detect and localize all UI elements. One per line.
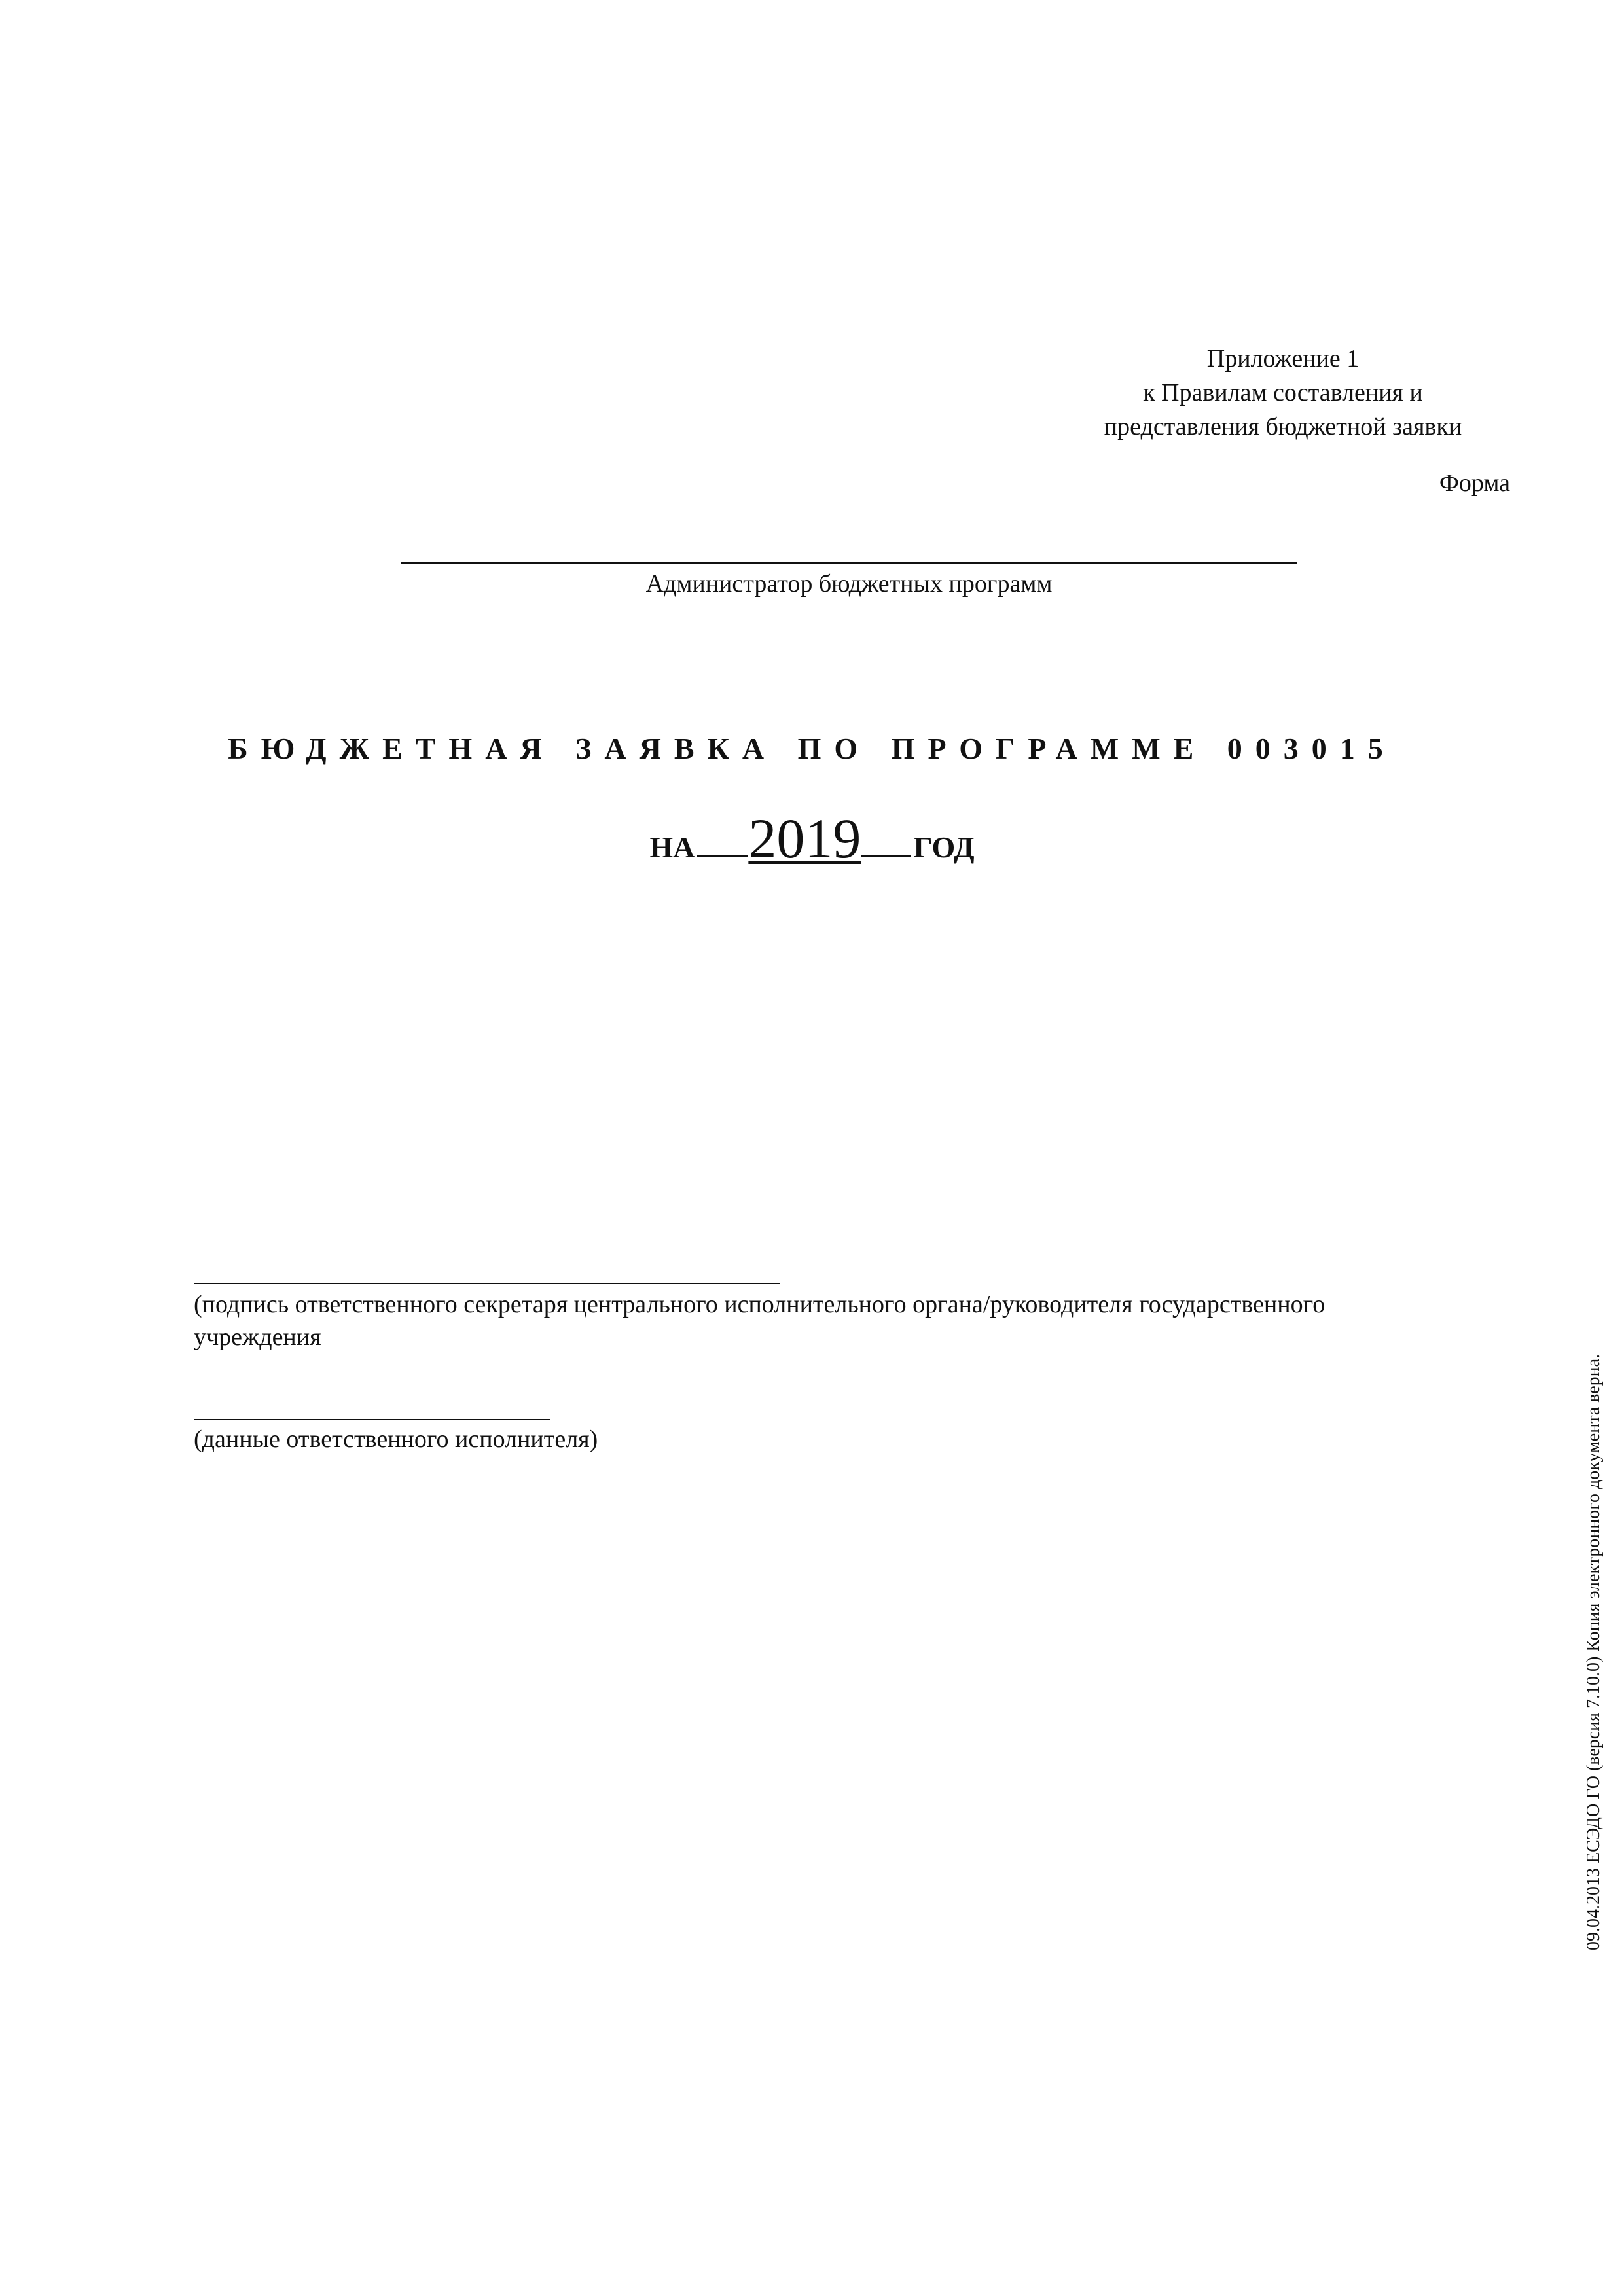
year-suffix: ГОД bbox=[913, 831, 975, 864]
year-blank-right bbox=[861, 855, 911, 857]
year-line bbox=[196, 802, 1428, 891]
admin-caption: Администратор бюджетных программ bbox=[645, 570, 1053, 598]
appendix-line-1: Приложение 1 bbox=[1206, 345, 1360, 372]
appendix-line-2: к Правилам составления и bbox=[1143, 379, 1423, 406]
executor-blank-line bbox=[194, 1419, 550, 1420]
year-prefix: НА bbox=[649, 831, 695, 864]
year-blank-left bbox=[701, 855, 748, 857]
year-value: 2019 bbox=[748, 807, 861, 870]
admin-blank-line bbox=[401, 562, 1297, 564]
signature-caption-line-1: (подпись ответственного секретаря центрального исполнительного органа/руководителя государственного bbox=[194, 1291, 1326, 1318]
appendix-block bbox=[1021, 342, 1545, 444]
signature-caption-line-2: учреждения bbox=[194, 1323, 321, 1351]
signature-caption bbox=[194, 1288, 1503, 1354]
document-title: БЮДЖЕТНАЯ ЗАЯВКА ПО ПРОГРАММЕ 003015 bbox=[228, 732, 1396, 765]
executor-caption: (данные ответственного исполнителя) bbox=[194, 1426, 598, 1453]
signature-blank-line bbox=[194, 1283, 780, 1284]
form-label: Форма bbox=[1439, 469, 1510, 497]
side-verification-note: 09.04.2013 ЕСЭДО ГО (версия 7.10.0) Копия электронного документа верна. bbox=[1583, 1354, 1604, 1950]
appendix-line-3: представления бюджетной заявки bbox=[1104, 413, 1462, 440]
